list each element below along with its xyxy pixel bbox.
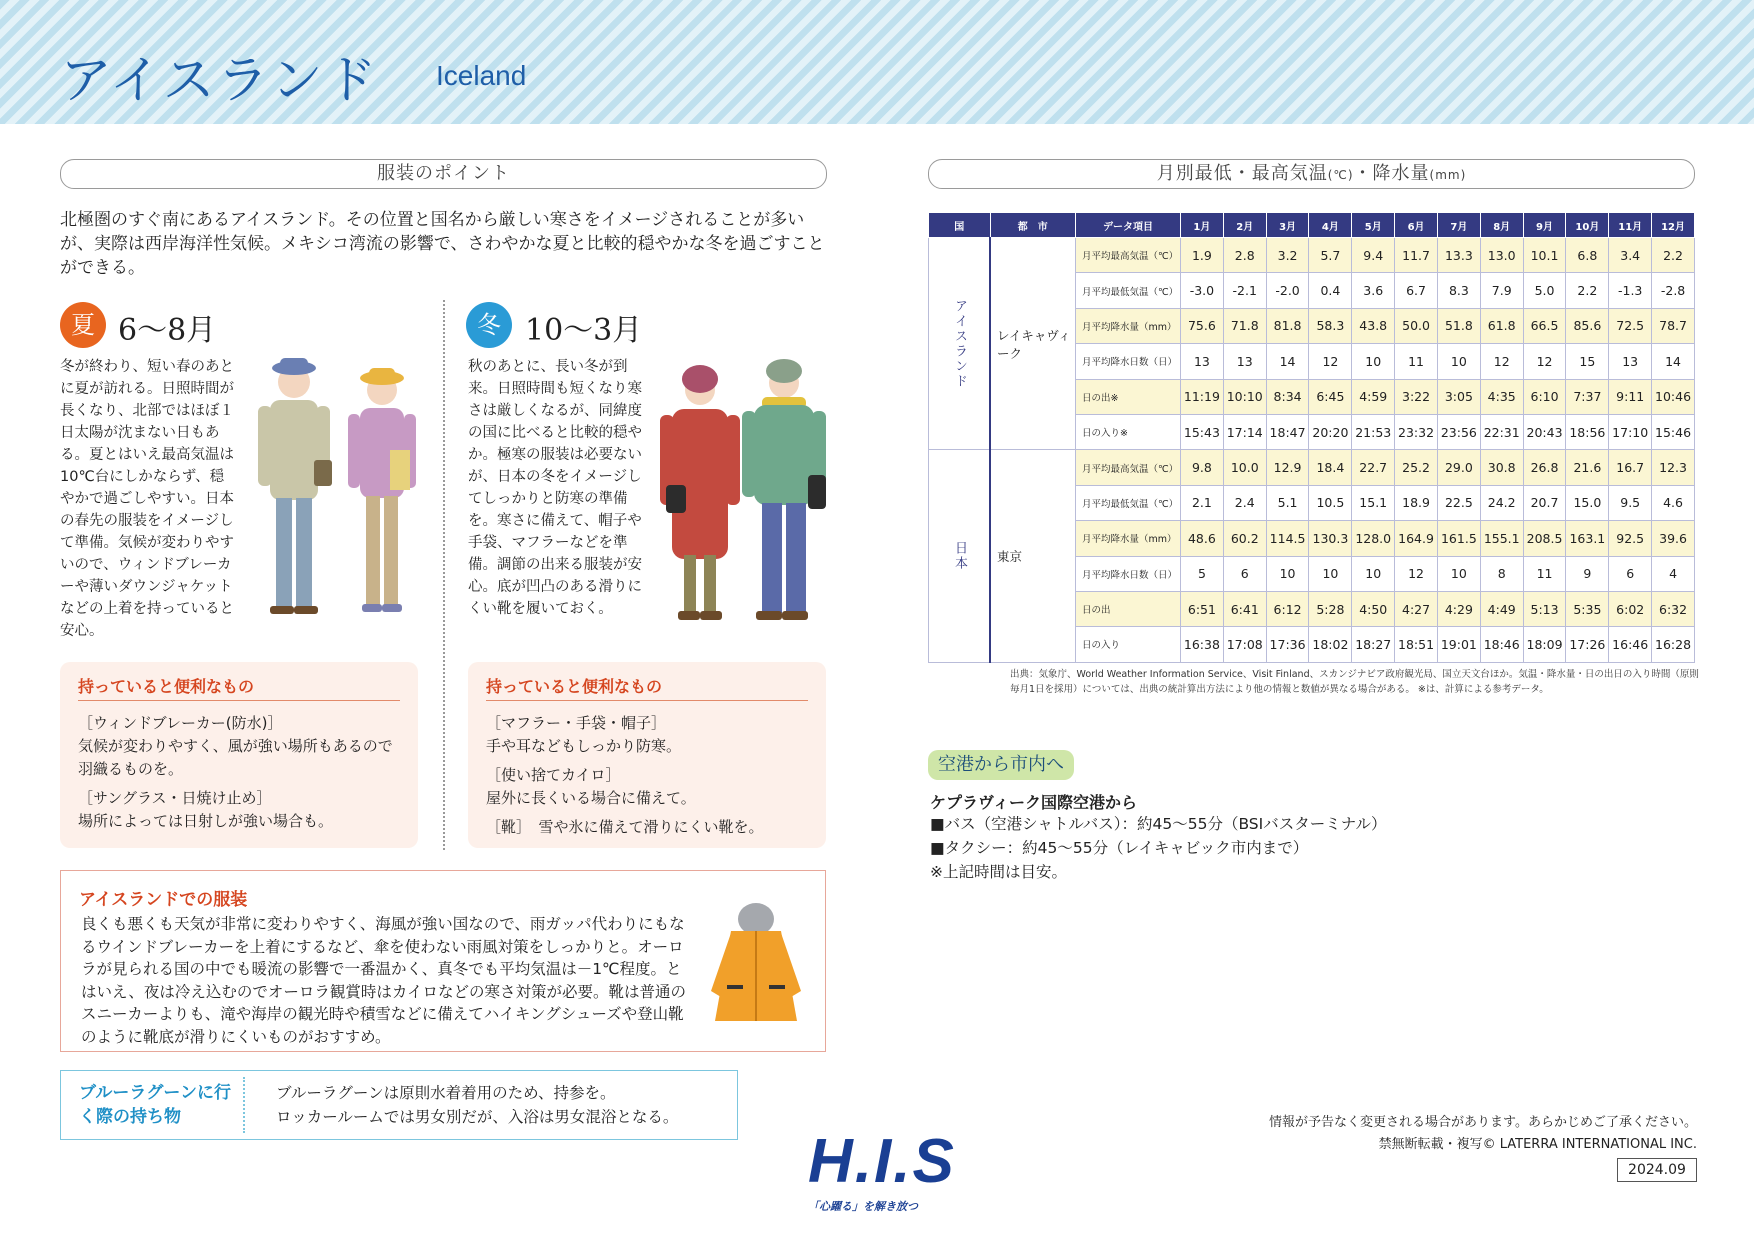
table-cell: 15.1 bbox=[1352, 485, 1395, 520]
table-cell: 12.3 bbox=[1652, 450, 1695, 485]
table-header-cell: 4月 bbox=[1309, 213, 1352, 238]
table-cell: 9.4 bbox=[1352, 238, 1395, 273]
table-cell: 3.4 bbox=[1609, 238, 1652, 273]
table-cell: 11.7 bbox=[1395, 238, 1438, 273]
winter-item-body: 屋外に長くいる場合に備えて。 bbox=[486, 789, 696, 807]
table-cell: -2.0 bbox=[1266, 273, 1309, 308]
table-row bbox=[929, 450, 1695, 485]
table-cell: -2.8 bbox=[1652, 273, 1695, 308]
table-cell: 155.1 bbox=[1480, 521, 1523, 556]
table-cell: 2.8 bbox=[1223, 238, 1266, 273]
table-cell: 15.0 bbox=[1566, 485, 1609, 520]
table-cell: 61.8 bbox=[1480, 308, 1523, 343]
table-cell: 50.0 bbox=[1395, 308, 1438, 343]
row-label: 日の入り※ bbox=[1076, 414, 1181, 449]
city-cell: レイキャヴィーク bbox=[990, 238, 1076, 450]
table-cell: 16:38 bbox=[1181, 627, 1224, 662]
airport-subtitle: ケプラヴィーク国際空港から bbox=[930, 793, 1138, 812]
table-header-cell: 11月 bbox=[1609, 213, 1652, 238]
summer-range: 6〜8月 bbox=[118, 313, 217, 348]
copyright: 禁無断転載・複写© LATERRA INTERNATIONAL INC. bbox=[1378, 1137, 1697, 1152]
table-cell: 11 bbox=[1395, 344, 1438, 379]
table-cell: 9.8 bbox=[1181, 450, 1224, 485]
table-cell: 18:46 bbox=[1480, 627, 1523, 662]
climate-title: 月別最低・最高気温 bbox=[1156, 163, 1328, 184]
table-header-cell: 7月 bbox=[1437, 213, 1480, 238]
winter-item-head: ［使い捨てカイロ］ bbox=[486, 766, 621, 784]
table-cell: 4:50 bbox=[1352, 591, 1395, 626]
table-row bbox=[929, 238, 1695, 273]
summer-items-box bbox=[60, 662, 418, 848]
iceland-clothing-title: アイスランドでの服装 bbox=[79, 890, 248, 910]
table-cell: 5 bbox=[1181, 556, 1224, 591]
row-label: 月平均最低気温（℃） bbox=[1076, 485, 1181, 520]
table-cell: 71.8 bbox=[1223, 308, 1266, 343]
climate-table-body bbox=[929, 238, 1695, 663]
section-title-climate bbox=[928, 159, 1695, 189]
table-cell: 13.0 bbox=[1480, 238, 1523, 273]
his-tagline: 「心躍る」を解き放つ bbox=[808, 1200, 918, 1213]
table-cell: 10.5 bbox=[1309, 485, 1352, 520]
table-cell: 130.3 bbox=[1309, 521, 1352, 556]
table-cell: 23:32 bbox=[1395, 414, 1438, 449]
table-cell: 19:01 bbox=[1437, 627, 1480, 662]
table-cell: 6:51 bbox=[1181, 591, 1224, 626]
table-cell: 30.8 bbox=[1480, 450, 1523, 485]
table-header-cell: 2月 bbox=[1223, 213, 1266, 238]
table-cell: 72.5 bbox=[1609, 308, 1652, 343]
data-source-note: 出典：気象庁、World Weather Information Service、Visit Finland、スカンジナビア政府観光局、国立天文台ほか。気温・降水量・日の出日の入り時間（原則毎月1日を採用）については、出典の統計算出方法により他の情報と数値が異なる場合がある。 ※は、計算による参考データ。 bbox=[1010, 669, 1699, 695]
table-cell: 4:59 bbox=[1352, 379, 1395, 414]
table-cell: 18:56 bbox=[1566, 414, 1609, 449]
airport-note: ※上記時間は目安。 bbox=[930, 863, 1067, 881]
table-cell: 6:32 bbox=[1652, 591, 1695, 626]
winter-text: 秋のあとに、長い冬が到来。日照時間も短くなり寒さは厳しくなるが、同緯度の国に比べると比較的穏やか。極寒の服装は必要ないが、日本の冬をイメージしてしっかりと防寒の準備を。寒さに備えて、帽子や手袋、マフラーなどを準備。調節の出来る服装が安心。底が凹凸のある滑りにくい靴を履いておく。 bbox=[468, 359, 642, 617]
climate-title-mid: ・降水量 bbox=[1353, 163, 1430, 184]
table-header-cell: データ項目 bbox=[1076, 213, 1181, 238]
table-cell: 15 bbox=[1566, 344, 1609, 379]
row-label: 月平均最高気温（℃） bbox=[1076, 450, 1181, 485]
table-cell: 208.5 bbox=[1523, 521, 1566, 556]
table-cell: 21:53 bbox=[1352, 414, 1395, 449]
blue-lagoon-label: ブルーラグーンに行く際の持ち物 bbox=[79, 1083, 231, 1127]
table-cell: 163.1 bbox=[1566, 521, 1609, 556]
table-header-cell: 6月 bbox=[1395, 213, 1438, 238]
table-cell: 18.4 bbox=[1309, 450, 1352, 485]
table-cell: 12.9 bbox=[1266, 450, 1309, 485]
table-cell: 5.7 bbox=[1309, 238, 1352, 273]
table-cell: 14 bbox=[1652, 344, 1695, 379]
table-cell: 8.3 bbox=[1437, 273, 1480, 308]
table-cell: 2.2 bbox=[1652, 238, 1695, 273]
table-cell: 6:10 bbox=[1523, 379, 1566, 414]
table-cell: 6:45 bbox=[1309, 379, 1352, 414]
table-cell: 3.6 bbox=[1352, 273, 1395, 308]
table-cell: 5:28 bbox=[1309, 591, 1352, 626]
row-label: 月平均降水日数（日） bbox=[1076, 344, 1181, 379]
table-cell: 3:05 bbox=[1437, 379, 1480, 414]
winter-items-box bbox=[468, 662, 826, 848]
table-cell: 5:35 bbox=[1566, 591, 1609, 626]
climate-table bbox=[928, 212, 1695, 663]
table-cell: 81.8 bbox=[1266, 308, 1309, 343]
table-cell: 17:10 bbox=[1609, 414, 1652, 449]
winter-badge: 冬 bbox=[466, 302, 512, 348]
table-cell: 13 bbox=[1181, 344, 1224, 379]
table-cell: 13 bbox=[1609, 344, 1652, 379]
row-label: 月平均降水量（mm） bbox=[1076, 521, 1181, 556]
table-cell: 18:02 bbox=[1309, 627, 1352, 662]
table-cell: 9:11 bbox=[1609, 379, 1652, 414]
table-cell: 13.3 bbox=[1437, 238, 1480, 273]
winter-range: 10〜3月 bbox=[525, 313, 643, 348]
row-label: 日の出 bbox=[1076, 591, 1181, 626]
table-cell: 85.6 bbox=[1566, 308, 1609, 343]
table-cell: 43.8 bbox=[1352, 308, 1395, 343]
summer-items-rule bbox=[78, 700, 400, 701]
summer-item-head: ［ウィンドブレーカー(防水)］ bbox=[78, 714, 283, 732]
summer-badge: 夏 bbox=[60, 302, 106, 348]
table-header-cell: 1月 bbox=[1181, 213, 1224, 238]
table-cell: 29.0 bbox=[1437, 450, 1480, 485]
iceland-clothing-box bbox=[60, 870, 826, 1052]
season-divider bbox=[443, 300, 445, 850]
blue-lagoon-divider bbox=[243, 1077, 245, 1133]
airport-bus-line: ■バス（空港シャトルバス）：約45〜55分（BSIバスターミナル） bbox=[930, 815, 1387, 833]
row-label: 日の出※ bbox=[1076, 379, 1181, 414]
climate-unit-temp: (℃) bbox=[1327, 168, 1354, 182]
table-cell: 16:46 bbox=[1609, 627, 1652, 662]
table-cell: 22:31 bbox=[1480, 414, 1523, 449]
table-cell: 6.8 bbox=[1566, 238, 1609, 273]
table-cell: 17:14 bbox=[1223, 414, 1266, 449]
table-cell: 92.5 bbox=[1609, 521, 1652, 556]
table-cell: 6:02 bbox=[1609, 591, 1652, 626]
blue-lagoon-box bbox=[60, 1070, 738, 1140]
table-cell: 10.1 bbox=[1523, 238, 1566, 273]
winter-item-body: 雪や氷に備えて滑りにくい靴を。 bbox=[538, 818, 764, 836]
row-label: 月平均降水日数（日） bbox=[1076, 556, 1181, 591]
table-cell: 3.2 bbox=[1266, 238, 1309, 273]
airport-title: 空港から市内へ bbox=[928, 750, 1074, 780]
table-cell: 16.7 bbox=[1609, 450, 1652, 485]
row-label: 日の入り bbox=[1076, 627, 1181, 662]
table-cell: 2.1 bbox=[1181, 485, 1224, 520]
winter-item-head: ［マフラー・手袋・帽子］ bbox=[486, 714, 667, 732]
table-cell: 5.0 bbox=[1523, 273, 1566, 308]
table-cell: 10 bbox=[1266, 556, 1309, 591]
table-header-cell: 9月 bbox=[1523, 213, 1566, 238]
table-cell: 10 bbox=[1352, 556, 1395, 591]
table-cell: 128.0 bbox=[1352, 521, 1395, 556]
notice-change: 情報が予告なく変更される場合があります。あらかじめご了承ください。 bbox=[1269, 1115, 1697, 1130]
table-cell: 15:46 bbox=[1652, 414, 1695, 449]
table-cell: 21.6 bbox=[1566, 450, 1609, 485]
table-header-cell: 8月 bbox=[1480, 213, 1523, 238]
table-cell: 48.6 bbox=[1181, 521, 1224, 556]
summer-item-body: 気候が変わりやすく、風が強い場所もあるので羽織るものを。 bbox=[78, 737, 393, 778]
table-cell: 6 bbox=[1223, 556, 1266, 591]
table-cell: 7:37 bbox=[1566, 379, 1609, 414]
table-cell: 6:41 bbox=[1223, 591, 1266, 626]
table-cell: 25.2 bbox=[1395, 450, 1438, 485]
table-cell: 10:46 bbox=[1652, 379, 1695, 414]
table-cell: 10 bbox=[1309, 556, 1352, 591]
table-cell: 78.7 bbox=[1652, 308, 1695, 343]
city-cell: 東京 bbox=[990, 450, 1076, 662]
table-cell: 18:09 bbox=[1523, 627, 1566, 662]
table-cell: 6 bbox=[1609, 556, 1652, 591]
summer-couple-illustration bbox=[244, 350, 424, 640]
table-cell: 4:49 bbox=[1480, 591, 1523, 626]
winter-couple-illustration bbox=[650, 355, 830, 640]
table-cell: 0.4 bbox=[1309, 273, 1352, 308]
his-logo: H.I.S bbox=[808, 1127, 956, 1196]
table-cell: 161.5 bbox=[1437, 521, 1480, 556]
table-cell: -1.3 bbox=[1609, 273, 1652, 308]
climate-table-header bbox=[929, 213, 1695, 238]
table-cell: 22.5 bbox=[1437, 485, 1480, 520]
table-cell: 9 bbox=[1566, 556, 1609, 591]
table-cell: 18:51 bbox=[1395, 627, 1438, 662]
table-cell: 4:35 bbox=[1480, 379, 1523, 414]
table-cell: 10 bbox=[1437, 344, 1480, 379]
table-cell: 3:22 bbox=[1395, 379, 1438, 414]
row-label: 月平均降水量（mm） bbox=[1076, 308, 1181, 343]
table-cell: 18.9 bbox=[1395, 485, 1438, 520]
table-cell: 13 bbox=[1223, 344, 1266, 379]
table-cell: 1.9 bbox=[1181, 238, 1224, 273]
table-cell: 10 bbox=[1437, 556, 1480, 591]
table-cell: 4:29 bbox=[1437, 591, 1480, 626]
summer-item-head: ［サングラス・日焼け止め］ bbox=[78, 789, 272, 807]
climate-unit-rain: (mm) bbox=[1429, 168, 1467, 182]
table-cell: 24.2 bbox=[1480, 485, 1523, 520]
row-label: 月平均最低気温（℃） bbox=[1076, 273, 1181, 308]
table-cell: 22.7 bbox=[1352, 450, 1395, 485]
country-cell: アイスランド bbox=[929, 238, 991, 450]
table-cell: 18:47 bbox=[1266, 414, 1309, 449]
table-header-cell: 3月 bbox=[1266, 213, 1309, 238]
blue-lagoon-line: ロッカールームでは男女別だが、入浴は男女混浴となる。 bbox=[276, 1108, 679, 1126]
table-cell: 75.6 bbox=[1181, 308, 1224, 343]
table-cell: 17:36 bbox=[1266, 627, 1309, 662]
table-cell: 11 bbox=[1523, 556, 1566, 591]
airport-taxi-line: ■タクシー：約45〜55分（レイキャビック市内まで） bbox=[930, 839, 1309, 857]
table-cell: 58.3 bbox=[1309, 308, 1352, 343]
table-cell: 11:19 bbox=[1181, 379, 1224, 414]
table-cell: 51.8 bbox=[1437, 308, 1480, 343]
table-cell: 5.1 bbox=[1266, 485, 1309, 520]
table-cell: 2.4 bbox=[1223, 485, 1266, 520]
issue-date: 2024.09 bbox=[1617, 1158, 1697, 1182]
country-cell: 日本 bbox=[929, 450, 991, 662]
row-label: 月平均最高気温（℃） bbox=[1076, 238, 1181, 273]
table-cell: 12 bbox=[1480, 344, 1523, 379]
table-cell: 8 bbox=[1480, 556, 1523, 591]
table-cell: 8:34 bbox=[1266, 379, 1309, 414]
section-title-clothing: 服装のポイント bbox=[60, 159, 827, 189]
table-cell: 16:28 bbox=[1652, 627, 1695, 662]
table-cell: -3.0 bbox=[1181, 273, 1224, 308]
table-header-cell: 都 市 bbox=[990, 213, 1076, 238]
table-cell: 60.2 bbox=[1223, 521, 1266, 556]
table-cell: -2.1 bbox=[1223, 273, 1266, 308]
table-cell: 164.9 bbox=[1395, 521, 1438, 556]
table-header-cell: 5月 bbox=[1352, 213, 1395, 238]
table-cell: 10.0 bbox=[1223, 450, 1266, 485]
table-cell: 10:10 bbox=[1223, 379, 1266, 414]
iceland-clothing-text: 良くも悪くも天気が非常に変わりやすく、海風が強い国なので、雨ガッパ代わりにもなるウインドブレーカーを上着にするなど、傘を使わない雨風対策をしっかりと。オーロラが見られる国の中でも暖流の影響で一番温かく、真冬でも平均気温は－1℃程度。とはいえ、夜は冷え込むのでオーロラ観賞時はカイロなどの寒さ対策が必要。靴は普通のスニーカーよりも、滝や海岸の観光時や積雪などに備えてハイキングシューズや登山靴のように靴底が滑りにくいものがおすすめ。 bbox=[81, 915, 686, 1046]
header-banner bbox=[0, 0, 1754, 124]
table-cell: 2.2 bbox=[1566, 273, 1609, 308]
table-cell: 4 bbox=[1652, 556, 1695, 591]
table-cell: 15:43 bbox=[1181, 414, 1224, 449]
table-cell: 7.9 bbox=[1480, 273, 1523, 308]
table-header-cell: 国 bbox=[929, 213, 991, 238]
table-cell: 6.7 bbox=[1395, 273, 1438, 308]
table-cell: 114.5 bbox=[1266, 521, 1309, 556]
table-cell: 4.6 bbox=[1652, 485, 1695, 520]
table-cell: 26.8 bbox=[1523, 450, 1566, 485]
blue-lagoon-line: ブルーラグーンは原則水着着用のため、持参を。 bbox=[276, 1084, 616, 1102]
table-cell: 14 bbox=[1266, 344, 1309, 379]
table-cell: 17:26 bbox=[1566, 627, 1609, 662]
table-cell: 9.5 bbox=[1609, 485, 1652, 520]
table-cell: 5:13 bbox=[1523, 591, 1566, 626]
table-cell: 17:08 bbox=[1223, 627, 1266, 662]
table-cell: 20.7 bbox=[1523, 485, 1566, 520]
table-cell: 12 bbox=[1309, 344, 1352, 379]
table-header-cell: 10月 bbox=[1566, 213, 1609, 238]
winter-item-head: ［靴］ bbox=[486, 818, 524, 836]
table-cell: 20:43 bbox=[1523, 414, 1566, 449]
table-cell: 4:27 bbox=[1395, 591, 1438, 626]
table-cell: 6:12 bbox=[1266, 591, 1309, 626]
winter-items-rule bbox=[486, 700, 808, 701]
page-subtitle: Iceland bbox=[436, 60, 527, 91]
table-cell: 18:27 bbox=[1352, 627, 1395, 662]
table-header-cell: 12月 bbox=[1652, 213, 1695, 238]
table-cell: 39.6 bbox=[1652, 521, 1695, 556]
table-cell: 23:56 bbox=[1437, 414, 1480, 449]
table-cell: 20:20 bbox=[1309, 414, 1352, 449]
winter-item-body: 手や耳などもしっかり防寒。 bbox=[486, 737, 682, 755]
summer-items-title: 持っていると便利なもの bbox=[78, 677, 255, 696]
table-cell: 66.5 bbox=[1523, 308, 1566, 343]
summer-text: 冬が終わり、短い春のあとに夏が訪れる。日照時間が長くなり、北部ではほぼ１日太陽が沈まない日もある。夏とはいえ最高気温は10℃台にしかならず、穏やかで過ごしやすい。日本の春先の服装をイメージして準備。気候が変わりやすいので、ウィンドブレーカーや薄いダウンジャケットなどの上着を持っていると安心。 bbox=[60, 359, 234, 639]
winter-items-title: 持っていると便利なもの bbox=[486, 677, 663, 696]
page-title: アイスランド bbox=[60, 51, 379, 111]
intro-text: 北極圏のすぐ南にあるアイスランド。その位置と国名から厳しい寒さをイメージされることが多いが、実際は西岸海洋性気候。メキシコ湾流の影響で、さわやかな夏と比較的穏やかな冬を過ごすことができる。 bbox=[60, 210, 825, 278]
table-cell: 12 bbox=[1523, 344, 1566, 379]
table-cell: 12 bbox=[1395, 556, 1438, 591]
raincoat-illustration bbox=[701, 901, 811, 1031]
summer-item-body: 場所によっては日射しが強い場合も。 bbox=[78, 812, 334, 830]
table-cell: 10 bbox=[1352, 344, 1395, 379]
